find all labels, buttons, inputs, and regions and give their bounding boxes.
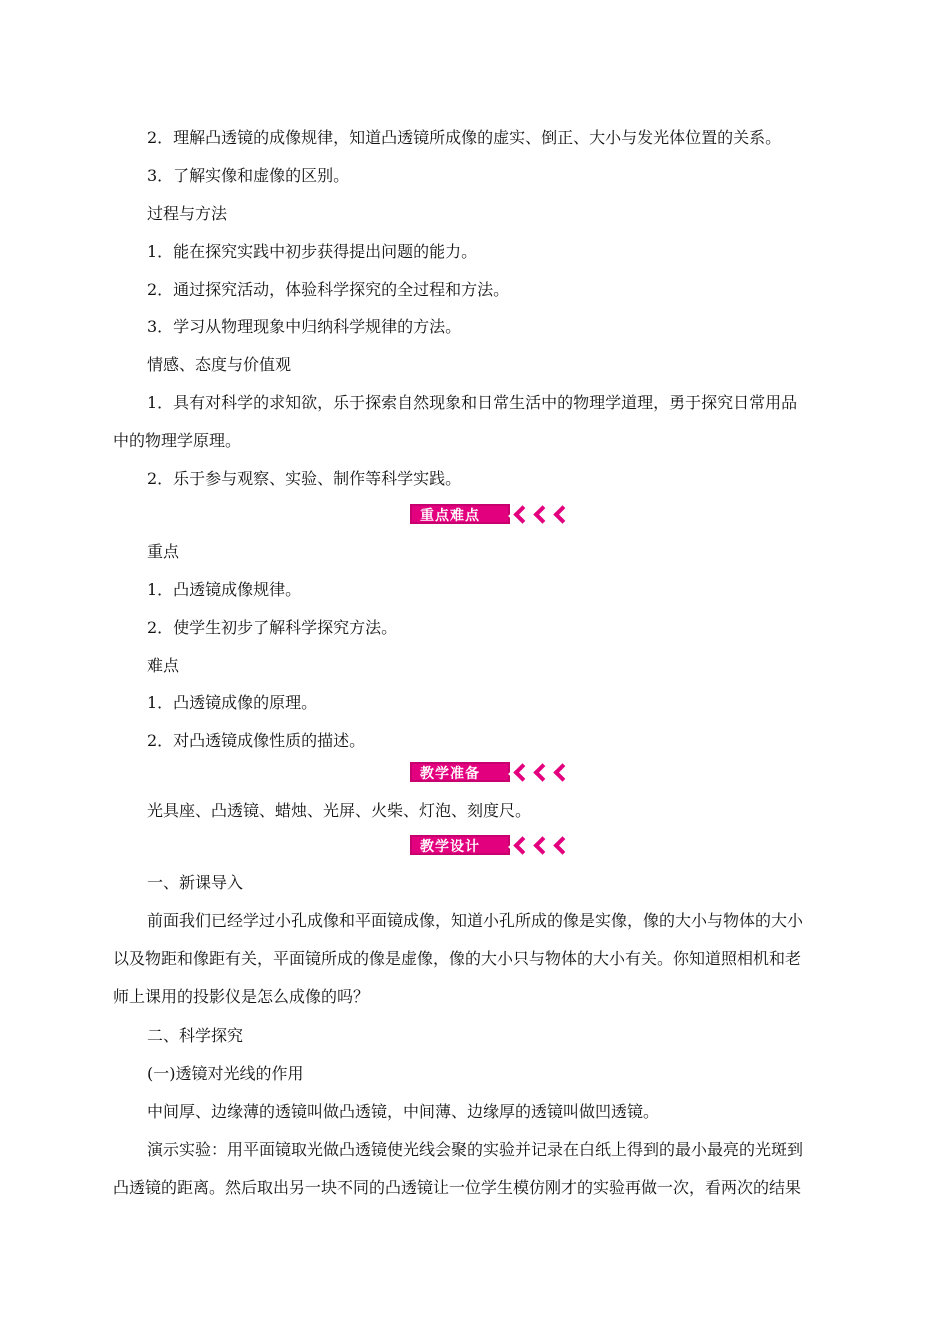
text-line: 凸透镜的距离。然后取出另一块不同的凸透镜让一位学生模仿刚才的实验再做一次，看两次的结果	[113, 1178, 802, 1197]
section-heading: 重点	[147, 542, 180, 561]
text-line: 师上课用的投影仪是怎么成像的吗？	[113, 987, 370, 1006]
text-line: 1．凸透镜成像的原理。	[147, 693, 318, 712]
text-line: 中间厚、边缘薄的透镜叫做凸透镜，中间薄、边缘厚的透镜叫做凹透镜。	[147, 1102, 660, 1121]
chevrons-icon	[516, 508, 576, 521]
section-heading: 难点	[147, 656, 180, 675]
banner-design	[410, 833, 576, 857]
chevrons-icon	[516, 766, 576, 779]
section-heading: 过程与方法	[147, 204, 228, 223]
text-line: 3．学习从物理现象中归纳科学规律的方法。	[147, 317, 462, 336]
text-line: (一)透镜对光线的作用	[147, 1064, 304, 1083]
section-heading: 情感、态度与价值观	[147, 355, 292, 374]
text-line: 中的物理学原理。	[113, 431, 242, 450]
text-line: 2．乐于参与观察、实验、制作等科学实践。	[147, 469, 462, 488]
text-line: 1．能在探究实践中初步获得提出问题的能力。	[147, 242, 478, 261]
section-heading: 一、新课导入	[147, 873, 244, 892]
text-line: 2．通过探究活动，体验科学探究的全过程和方法。	[147, 280, 510, 299]
banner-label: 重点难点	[410, 504, 510, 524]
text-line: 前面我们已经学过小孔成像和平面镜成像，知道小孔所成的像是实像，像的大小与物体的大小	[147, 911, 804, 930]
banner-key-points	[410, 502, 576, 526]
banner-preparation	[410, 760, 576, 784]
text-line: 1．凸透镜成像规律。	[147, 580, 302, 599]
text-line: 2．理解凸透镜的成像规律，知道凸透镜所成像的虚实、倒正、大小与发光体位置的关系。	[147, 128, 782, 147]
chevrons-icon	[516, 839, 576, 852]
text-line: 1．具有对科学的求知欲，乐于探索自然现象和日常生活中的物理学道理，勇于探究日常用品	[147, 393, 798, 412]
section-heading: 二、科学探究	[147, 1026, 244, 1045]
text-line: 光具座、凸透镜、蜡烛、光屏、火柴、灯泡、刻度尺。	[147, 801, 532, 820]
banner-label: 教学设计	[410, 835, 510, 855]
text-line: 3．了解实像和虚像的区别。	[147, 166, 350, 185]
text-line: 2．对凸透镜成像性质的描述。	[147, 731, 366, 750]
text-line: 演示实验：用平面镜取光做凸透镜使光线会聚的实验并记录在白纸上得到的最小最亮的光斑到	[147, 1140, 804, 1159]
banner-label: 教学准备	[410, 762, 510, 782]
text-line: 2．使学生初步了解科学探究方法。	[147, 618, 398, 637]
text-line: 以及物距和像距有关，平面镜所成的像是虚像，像的大小只与物体的大小有关。你知道照相机和老	[113, 949, 802, 968]
